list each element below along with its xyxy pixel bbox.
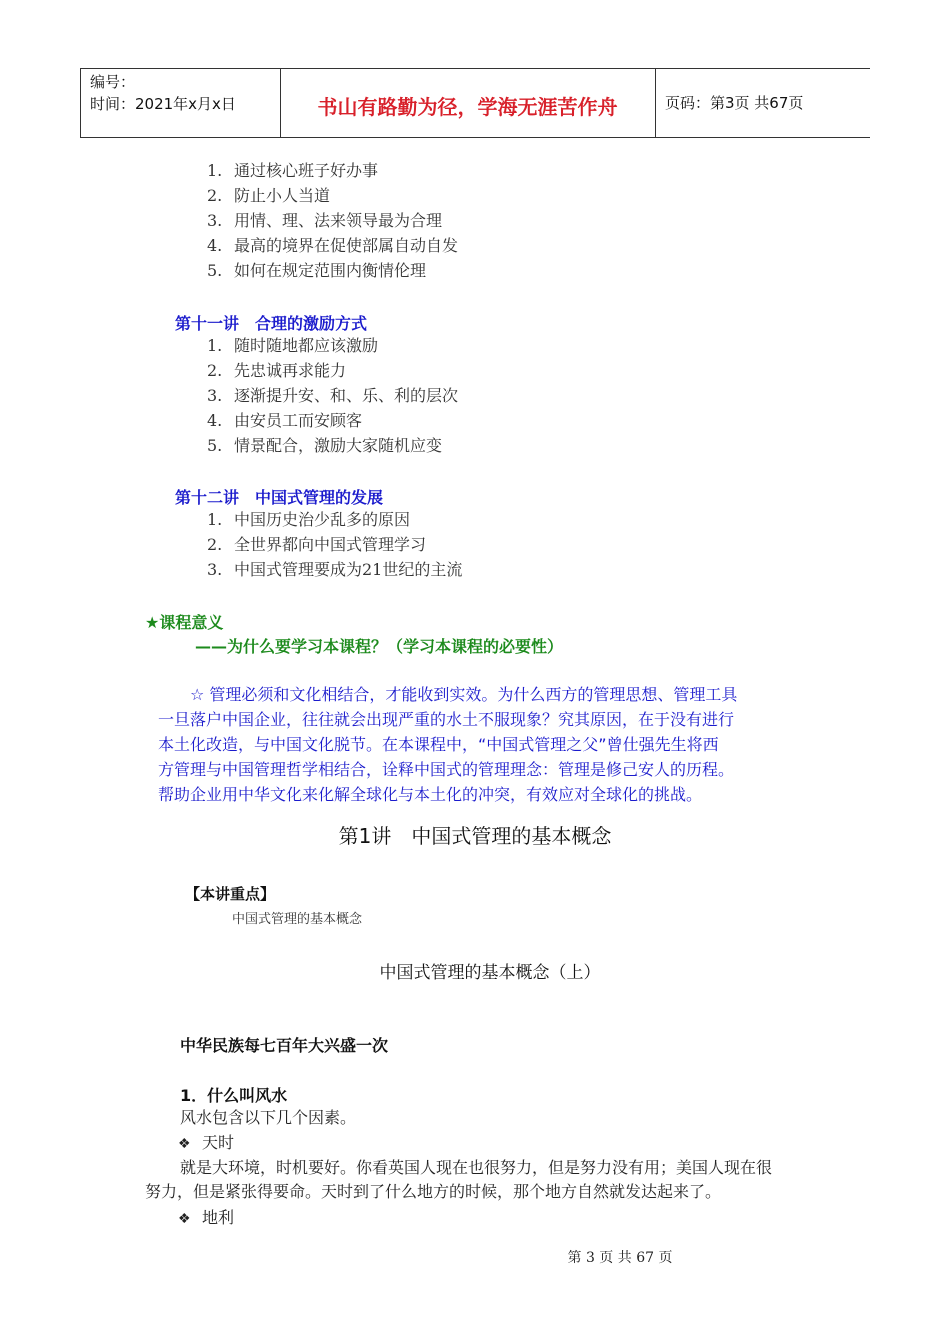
list-item: 2. 防止小人当道 [207, 186, 331, 205]
bullet-item: ❖ 天时 [178, 1133, 235, 1152]
header-time: 时间：2021年x月x日 [90, 95, 236, 113]
list-item: 5. 如何在规定范围内衡情伦理 [207, 261, 427, 280]
list-item: 2. 先忠诚再求能力 [207, 361, 347, 380]
page-header [80, 68, 870, 138]
chapter-title: 第1讲 中国式管理的基本概念 [338, 824, 612, 848]
page-footer: 第 3 页 共 67 页 [567, 1250, 673, 1266]
list-item: 4. 最高的境界在促使部属自动自发 [207, 236, 459, 255]
header-number: 编号： [90, 73, 136, 91]
key-points-label: 【本讲重点】 [185, 885, 276, 903]
list-item: 5. 情景配合，激励大家随机应变 [207, 436, 443, 455]
heading: 中华民族每七百年大兴盛一次 [180, 1036, 389, 1055]
header-divider [80, 69, 81, 137]
header-motto: 书山有路勤为径，学海无涯苦作舟 [317, 95, 618, 119]
heading: 1．什么叫风水 [180, 1086, 288, 1105]
paragraph-line: ☆ 管理必须和文化相结合，才能收到实效。为什么西方的管理思想、管理工具 [158, 685, 738, 704]
list-item: 3. 用情、理、法来领导最为合理 [207, 211, 443, 230]
list-item: 1. 通过核心班子好办事 [207, 161, 379, 180]
header-meta [90, 71, 236, 115]
section-title: 中国式管理的基本概念（上） [379, 963, 601, 983]
diamond-bullet-icon: ❖ [178, 1136, 191, 1152]
key-points-text: 中国式管理的基本概念 [232, 912, 363, 927]
header-page-number: 页码：第3页 共67页 [665, 94, 804, 112]
paragraph-line: 帮助企业用中华文化来化解全球化与本土化的冲突，有效应对全球化的挑战。 [158, 785, 703, 804]
paragraph-line: 一旦落户中国企业，往往就会出现严重的水土不服现象？究其原因，在于没有进行 [158, 710, 735, 729]
list-item: 1. 中国历史治少乱多的原因 [207, 510, 411, 529]
lecture-title: 第十二讲 中国式管理的发展 [175, 488, 384, 507]
diamond-bullet-icon: ❖ [178, 1211, 191, 1227]
list-item: 1. 随时随地都应该激励 [207, 336, 379, 355]
list-item: 3. 中国式管理要成为21世纪的主流 [207, 560, 463, 579]
list-item: 4. 由安员工而安顾客 [207, 411, 363, 430]
paragraph-line: 方管理与中国管理哲学相结合，诠释中国式的管理理念：管理是修己安人的历程。 [158, 760, 735, 779]
body-text: 努力，但是紧张得要命。天时到了什么地方的时候，那个地方自然就发达起来了。 [145, 1182, 722, 1201]
body-text: 风水包含以下几个因素。 [180, 1108, 357, 1127]
significance-subtitle: ——为什么要学习本课程？（学习本课程的必要性） [195, 637, 564, 656]
header-divider [655, 69, 656, 137]
significance-title: ★课程意义 [145, 613, 224, 632]
paragraph-line: 本土化改造，与中国文化脱节。在本课程中，“中国式管理之父”曾仕强先生将西 [158, 735, 719, 754]
body-text: 就是大环境，时机要好。你看英国人现在也很努力，但是努力没有用；美国人现在很 [180, 1158, 773, 1177]
list-item: 2. 全世界都向中国式管理学习 [207, 535, 427, 554]
lecture-title: 第十一讲 合理的激励方式 [175, 314, 368, 333]
list-item: 3. 逐渐提升安、和、乐、利的层次 [207, 386, 459, 405]
bullet-item: ❖ 地利 [178, 1208, 235, 1227]
